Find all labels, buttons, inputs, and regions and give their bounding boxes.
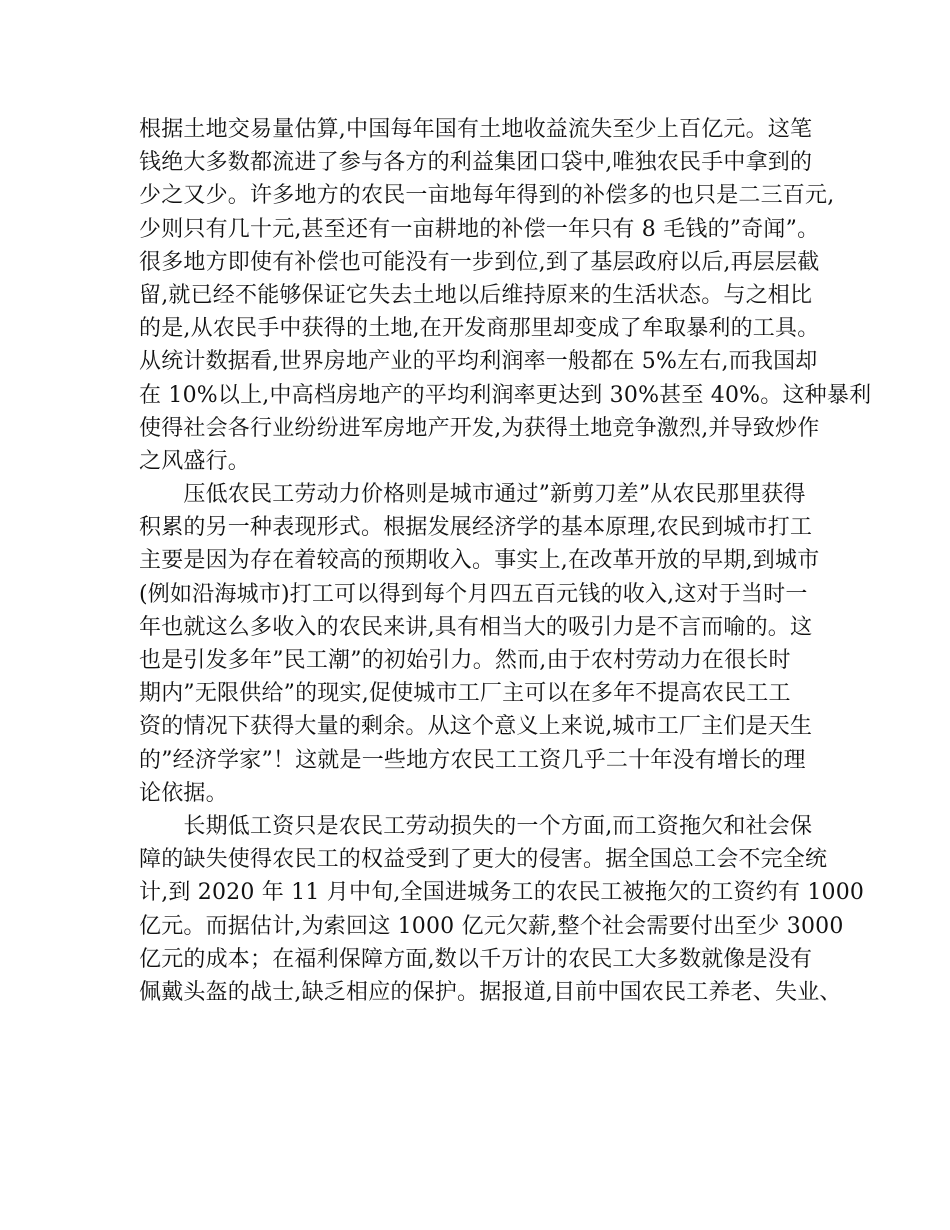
text-line: 资的情况下获得大量的剩余。从这个意义上来说,城市工厂主们是天生 [139, 714, 813, 740]
text-line: 少之又少。许多地方的农民一亩地每年得到的补偿多的也只是二三百元, [139, 183, 835, 209]
text-line: 期内”无限供给”的现实,促使城市工厂主可以在多年不提高农民工工 [139, 681, 791, 707]
text-line: 钱绝大多数都流进了参与各方的利益集团口袋中,唯独农民手中拿到的 [139, 150, 813, 176]
text-line: 在 10%以上,中高档房地产的平均利润率更达到 30%甚至 40%。这种暴利 [139, 382, 872, 408]
text-line: 根据土地交易量估算,中国每年国有土地收益流失至少上百亿元。这笔 [139, 117, 813, 142]
text-line: 佩戴头盔的战士,缺乏相应的保护。据报道,目前中国农民工养老、失业、 [139, 979, 842, 1005]
text-line: 的”经济学家”！这就是一些地方农民工工资几乎二十年没有增长的理 [139, 747, 806, 773]
text-line: 论依据。 [139, 780, 228, 806]
text-line: 年也就这么多收入的农民来讲,具有相当大的吸引力是不言而喻的。这 [139, 614, 813, 640]
text-line: 主要是因为存在着较高的预期收入。事实上,在改革开放的早期,到城市 [139, 548, 820, 574]
text-line: 积累的另一种表现形式。根据发展经济学的基本原理,农民到城市打工 [139, 515, 813, 541]
text-line: (例如沿海城市)打工可以得到每个月四五百元钱的收入,这对于当时一 [139, 581, 808, 607]
text-line: 留,就已经不能够保证它失去土地以后维持原来的生活状态。与之相比 [139, 282, 813, 308]
text-line: 长期低工资只是农民工劳动损失的一个方面,而工资拖欠和社会保 [139, 813, 813, 839]
text-line: 也是引发多年”民工潮”的初始引力。然而,由于农村劳动力在很长时 [139, 648, 791, 673]
text-line: 很多地方即使有补偿也可能没有一步到位,到了基层政府以后,再层层截 [139, 249, 820, 275]
text-line: 亿元。而据估计,为索回这 1000 亿元欠薪,整个社会需要付出至少 3000 [139, 913, 844, 939]
text-line: 从统计数据看,世界房地产业的平均利润率一般都在 5%左右,而我国却 [139, 349, 818, 375]
text-line: 压低农民工劳动力价格则是城市通过”新剪刀差”从农民那里获得 [139, 482, 806, 508]
text-line: 障的缺失使得农民工的权益受到了更大的侵害。据全国总工会不完全统 [139, 847, 828, 873]
text-line: 计,到 2020 年 11 月中旬,全国进城务工的农民工被拖欠的工资约有 1000 [139, 880, 865, 906]
body-text [139, 113, 872, 1009]
text-line: 亿元的成本；在福利保障方面,数以千万计的农民工大多数就像是没有 [139, 946, 813, 972]
text-line: 的是,从农民手中获得的土地,在开发商那里却变成了牟取暴利的工具。 [139, 316, 820, 342]
text-line: 之风盛行。 [139, 448, 251, 474]
text-line: 少则只有几十元,甚至还有一亩耕地的补偿一年只有 8 毛钱的”奇闻”。 [139, 216, 820, 242]
text-line: 使得社会各行业纷纷进军房地产开发,为获得土地竞争激烈,并导致炒作 [139, 415, 820, 441]
